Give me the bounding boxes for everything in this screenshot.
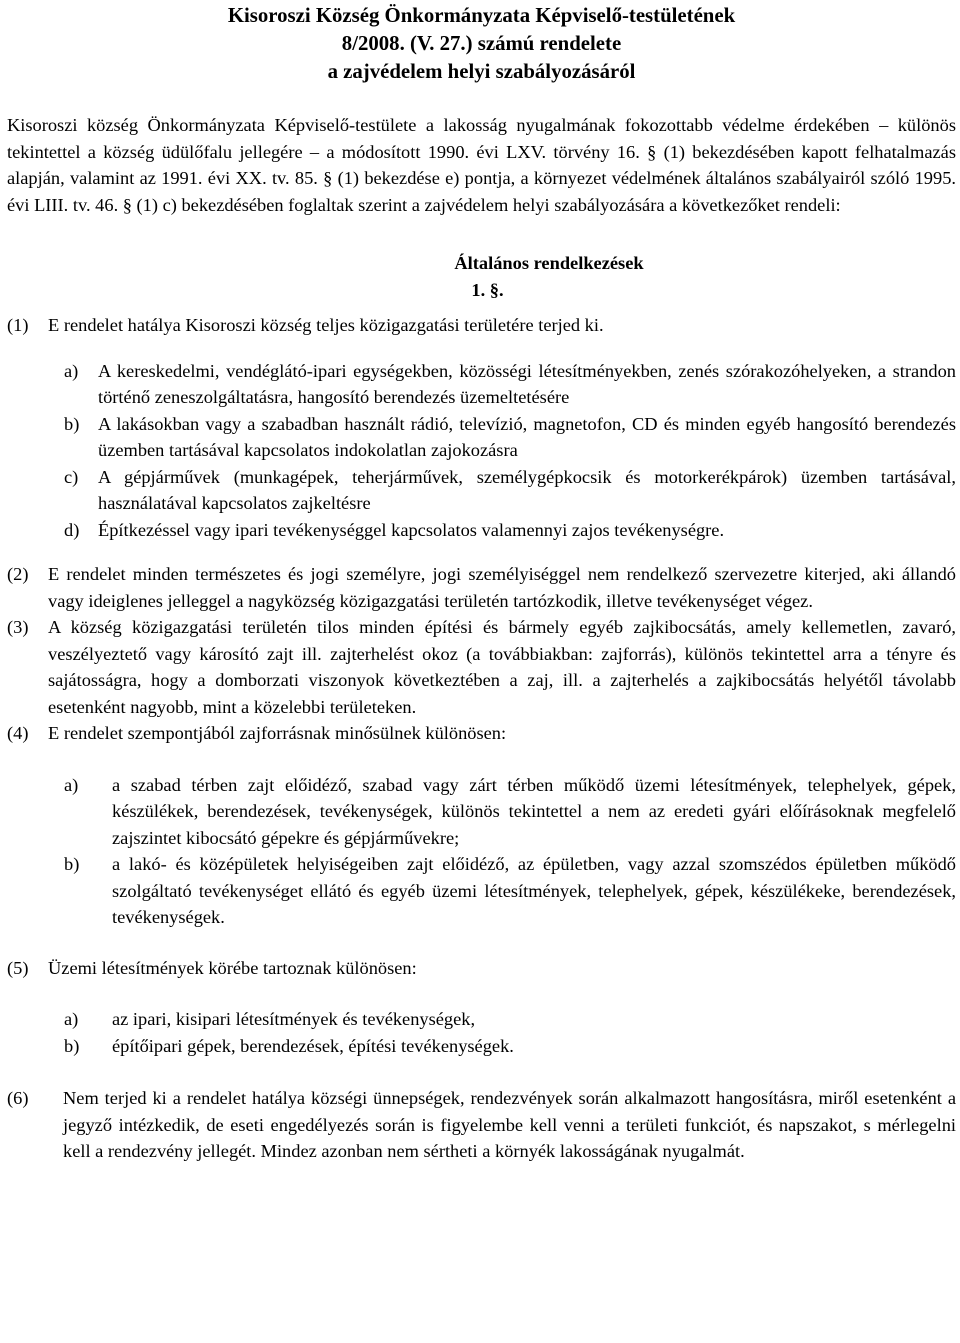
list-item bbox=[64, 517, 956, 544]
list-item-label: b) bbox=[64, 1035, 80, 1056]
list-item bbox=[64, 1006, 956, 1033]
list-item-label: d) bbox=[64, 519, 80, 540]
list-item bbox=[64, 1033, 956, 1060]
list-item-label: a) bbox=[64, 360, 79, 381]
paragraph-text: Nem terjed ki a rendelet hatálya községi ünnepségek, rendezvények során alkalmazott hangosításra, miről esetenként a jegyző intézkedik, de eseti engedélyezés során is figyelembe kell venni a területi funkciót, és napszakot, s mérlegelni kell a rendezvény jellegét. Mindez azonban nem sértheti a környék lakosságának nyugalmát. bbox=[63, 1088, 956, 1161]
paragraph-text: Üzemi létesítmények körébe tartoznak különösen: bbox=[48, 957, 417, 978]
paragraph-5 bbox=[7, 955, 956, 982]
preamble: Kisoroszi község Önkormányzata Képviselő-testülete a lakosság nyugalmának fokozottabb védelme érdekében – különös tekintettel a község üdülőfalu jellegére – a módosított 1990. évi LXV. törvény 16. § (1) bekezdésében kapott felhatalmazás alapján, valamint az 1991. évi XX. tv. 85. § (1) bekezdése e) pontja, a környezet védelmének általános szabályairól szóló 1995. évi LIII. tv. 46. § (1) c) bekezdésében foglaltak szerint a zajvédelem helyi szabályozására a következőket rendeli: bbox=[7, 115, 956, 215]
paragraph-number: (4) bbox=[7, 723, 29, 743]
list-item-text: Építkezéssel vagy ipari tevékenységgel kapcsolatos valamennyi zajos tevékenységre. bbox=[98, 519, 725, 540]
list-item-text: építőipari gépek, berendezések, építési tevékenységek. bbox=[112, 1035, 514, 1056]
paragraph-text: E rendelet minden természetes és jogi személyre, jogi személyiséggel nem rendelkező szervezetre kiterjed, aki állandó vagy ideiglenes jelleggel a nagyközség közigazgatási területén tartózkodik, illetve tevékenységet végez. bbox=[48, 564, 956, 611]
title-line-2: 8/2008. (V. 27.) számú rendelete bbox=[341, 32, 622, 55]
list-item bbox=[64, 464, 956, 517]
paragraph-1-list bbox=[64, 358, 956, 544]
title-line-1: Kisoroszi Község Önkormányzata Képviselő-testületének bbox=[227, 4, 736, 27]
paragraph-text: E rendelet szempontjából zajforrásnak minősülnek különösen: bbox=[48, 723, 507, 743]
title-line-3: a zajvédelem helyi szabályozásáról bbox=[327, 60, 636, 83]
list-item-label: b) bbox=[64, 413, 80, 434]
list-item-text: az ipari, kisipari létesítmények és tevékenységek, bbox=[112, 1009, 476, 1029]
paragraph-4-list bbox=[64, 772, 956, 931]
list-item bbox=[64, 358, 956, 411]
paragraph-1 bbox=[7, 312, 956, 339]
paragraph-3 bbox=[7, 614, 956, 720]
paragraph-number: (3) bbox=[7, 617, 29, 637]
paragraph-4 bbox=[7, 720, 956, 747]
document-page bbox=[7, 2, 956, 1165]
list-item-label: a) bbox=[64, 774, 79, 795]
section-heading: Általános rendelkezések bbox=[454, 253, 644, 273]
list-item-text: A gépjárművek (munkagépek, teherjárművek, személygépkocsik és motorkerékpárok) üzemben tartásával, használatával kapcsolatos zajkeltésre bbox=[98, 466, 956, 513]
paragraph-text: E rendelet hatálya Kisoroszi község teljes közigazgatási területére terjed ki. bbox=[48, 315, 604, 335]
list-item-text: a lakó- és középületek helyiségeiben zajt előidéző, az épületben, vagy azzal szomszédos épületben működő szolgáltató tevékenységet ellátó és egyéb üzemi létesítmények, telephelyek, gépek, készülékeke, berendezések, tevékenységek. bbox=[112, 854, 956, 927]
paragraph-number: (6) bbox=[7, 1088, 29, 1108]
section-number: 1. §. bbox=[471, 279, 504, 300]
paragraph-6 bbox=[7, 1085, 956, 1165]
paragraph-5-list bbox=[64, 1006, 956, 1059]
list-item-text: A kereskedelmi, vendéglátó-ipari egységekben, közösségi létesítményekben, zenés szórakozóhelyeken, a strandon történő zeneszolgáltatásra, hangosító berendezés üzemeltetésére bbox=[98, 360, 956, 407]
paragraph-number: (5) bbox=[7, 957, 29, 978]
list-item bbox=[64, 411, 956, 464]
list-item bbox=[64, 772, 956, 852]
list-item bbox=[64, 851, 956, 931]
list-item-label: b) bbox=[64, 854, 80, 874]
list-item-label: a) bbox=[64, 1009, 79, 1029]
list-item-label: c) bbox=[64, 466, 79, 487]
paragraph-number: (2) bbox=[7, 564, 29, 584]
list-item-text: a szabad térben zajt előidéző, szabad vagy zárt térben működő üzemi létesítmények, telephelyek, gépek, készülékek, berendezések, tevékenységek, különös tekintettel a nem az eredeti gyári előírásoknak megfelelő zajszintet kibocsátó gépekre és gépjárművekre; bbox=[112, 774, 956, 848]
paragraph-2 bbox=[7, 561, 956, 614]
list-item-text: A lakásokban vagy a szabadban használt rádió, televízió, magnetofon, CD és minden egyéb hangosító berendezés üzemben tartásával kapcsolatos indokolatlan zajokozásra bbox=[98, 413, 956, 460]
paragraph-number: (1) bbox=[7, 315, 29, 335]
document-title bbox=[7, 2, 956, 86]
paragraph-text: A község közigazgatási területén tilos minden építési és bármely egyéb zajkibocsátás, amely kellemetlen, zavaró, veszélyeztető vagy károsító zajt ill. zajterhelést okoz (a továbbiakban: zajforrás), különös tekintettel arra a tényre és sajátosságra, hogy a domborzati viszonyok következtében a zaj, ill. a zajterhelés a zajkibocsátás helyétől távolabb esetenként nagyobb, mint a közelebbi területeken. bbox=[48, 617, 956, 717]
